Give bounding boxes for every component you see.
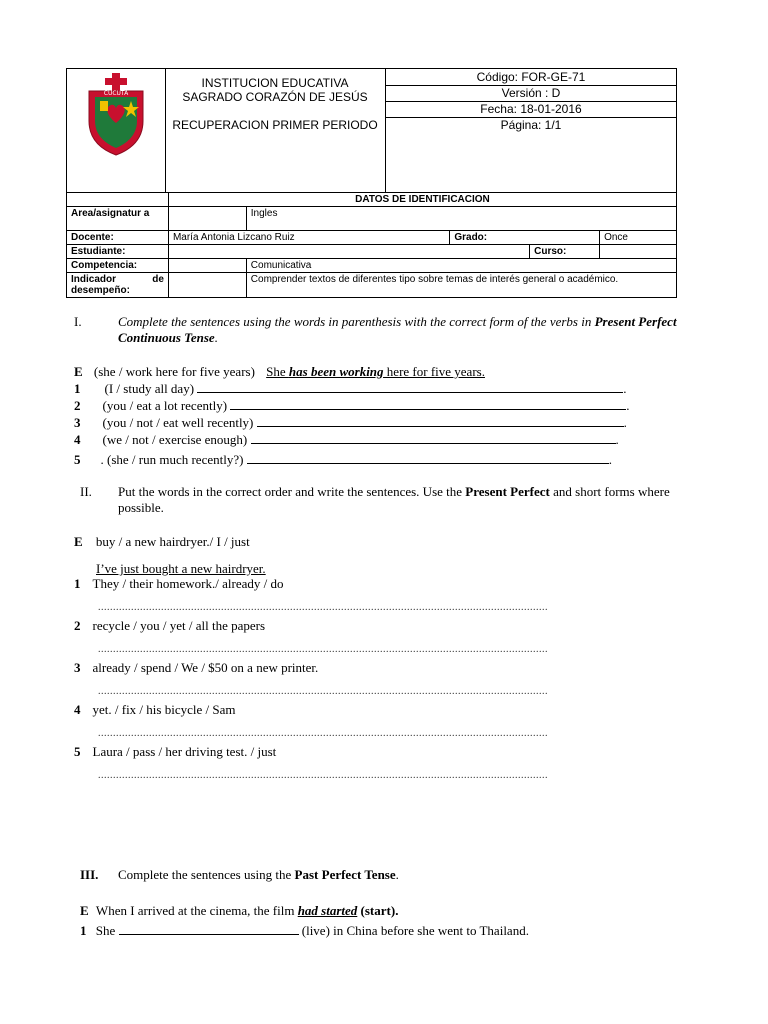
- section1-item: 5 . (she / run much recently?) .: [74, 452, 612, 467]
- area-label: Area/asignatur a: [67, 207, 169, 231]
- section2-roman: II.: [80, 484, 92, 499]
- estudiante-label: Estudiante:: [67, 245, 169, 259]
- section3-example: E When I arrived at the cinema, the film had started (start).: [80, 903, 399, 918]
- answer-blank[interactable]: [119, 934, 299, 935]
- area-value: Ingles: [246, 207, 676, 231]
- answer-blank[interactable]: [251, 443, 616, 444]
- document-title: RECUPERACION PRIMER PERIODO: [172, 118, 378, 132]
- docente-value: María Antonia Lizcano Ruiz: [168, 231, 449, 245]
- indicador-value: Comprender textos de diferentes tipo sobre temas de interés general o académico.: [246, 273, 676, 298]
- section2-example-answer: I’ve just bought a new hairdryer.: [96, 561, 266, 576]
- section1-roman: I.: [74, 314, 82, 329]
- indicador-blank: [168, 273, 246, 298]
- answer-blank[interactable]: [230, 409, 626, 410]
- answer-dotted-line[interactable]: ......................................................................................................................................................: [98, 770, 548, 781]
- document-page: Página: 1/1: [500, 118, 562, 132]
- section2-item: 2 recycle / you / yet / all the papers: [74, 618, 266, 633]
- identification-table: [66, 192, 677, 298]
- document-date: Fecha: 18-01-2016: [480, 102, 582, 116]
- curso-field[interactable]: [600, 245, 677, 259]
- section1-item: 3 (you / not / eat well recently) .: [74, 415, 627, 430]
- section1-example: E (she / work here for five years) She has been working here for five years.: [74, 364, 485, 379]
- grado-label: Grado:: [450, 231, 600, 245]
- school-crest-logo: [81, 71, 151, 157]
- docente-label: Docente:: [67, 231, 169, 245]
- indicador-label: Indicador de desempeño:: [67, 273, 169, 298]
- section2-item: 1 They / their homework./ already / do: [74, 576, 284, 591]
- section3-item-1: 1 She (live) in China before she went to Thailand.: [80, 923, 529, 938]
- estudiante-field[interactable]: [168, 245, 529, 259]
- answer-blank[interactable]: [257, 426, 624, 427]
- section2-item: 4 yet. / fix / his bicycle / Sam: [74, 702, 236, 717]
- competencia-label: Competencia:: [67, 259, 169, 273]
- document-version: Versión : D: [501, 86, 561, 100]
- section1-item: 1 (I / study all day) .: [74, 381, 627, 396]
- answer-dotted-line[interactable]: ......................................................................................................................................................: [98, 602, 548, 613]
- institution-name-line2: SAGRADO CORAZÓN DE JESÚS: [182, 90, 368, 104]
- section2-instruction: Put the words in the correct order and write the sentences. Use the Present Perfect and short forms where possible.: [118, 484, 670, 515]
- curso-label: Curso:: [530, 245, 600, 259]
- section3-example-answer: had started: [297, 903, 358, 918]
- answer-dotted-line[interactable]: ......................................................................................................................................................: [98, 644, 548, 655]
- competencia-value: Comunicativa: [246, 259, 676, 273]
- section2-item: 3 already / spend / We / $50 on a new printer.: [74, 660, 319, 675]
- section1-instruction: Complete the sentences using the words in parenthesis with the correct form of the verbs in Present Perfect Continuous Tense.: [118, 314, 677, 345]
- id-table-title: DATOS DE IDENTIFICACION: [168, 193, 676, 207]
- institution-name-line1: INSTITUCION EDUCATIVA: [201, 76, 349, 90]
- answer-blank[interactable]: [197, 392, 623, 393]
- section1-item: 4 (we / not / exercise enough) .: [74, 432, 619, 447]
- section3-roman: III.: [80, 867, 99, 882]
- example-answer: She has been working here for five years.: [266, 364, 485, 379]
- answer-dotted-line[interactable]: ......................................................................................................................................................: [98, 686, 548, 697]
- answer-dotted-line[interactable]: ......................................................................................................................................................: [98, 728, 548, 739]
- grado-value: Once: [600, 231, 677, 245]
- competencia-blank: [168, 259, 246, 273]
- section2-item: 5 Laura / pass / her driving test. / just: [74, 744, 277, 759]
- answer-blank[interactable]: [247, 463, 609, 464]
- section2-example: E buy / a new hairdryer./ I / just: [74, 534, 250, 549]
- document-header: [66, 68, 677, 193]
- section3-instruction: Complete the sentences using the Past Perfect Tense.: [118, 867, 399, 882]
- logo-text: CUCUTA: [103, 90, 129, 97]
- section1-item-list: [74, 381, 654, 469]
- document-code: Código: FOR-GE-71: [476, 70, 586, 84]
- area-blank: [168, 207, 246, 231]
- section1-item: 2 (you / eat a lot recently) .: [74, 398, 630, 413]
